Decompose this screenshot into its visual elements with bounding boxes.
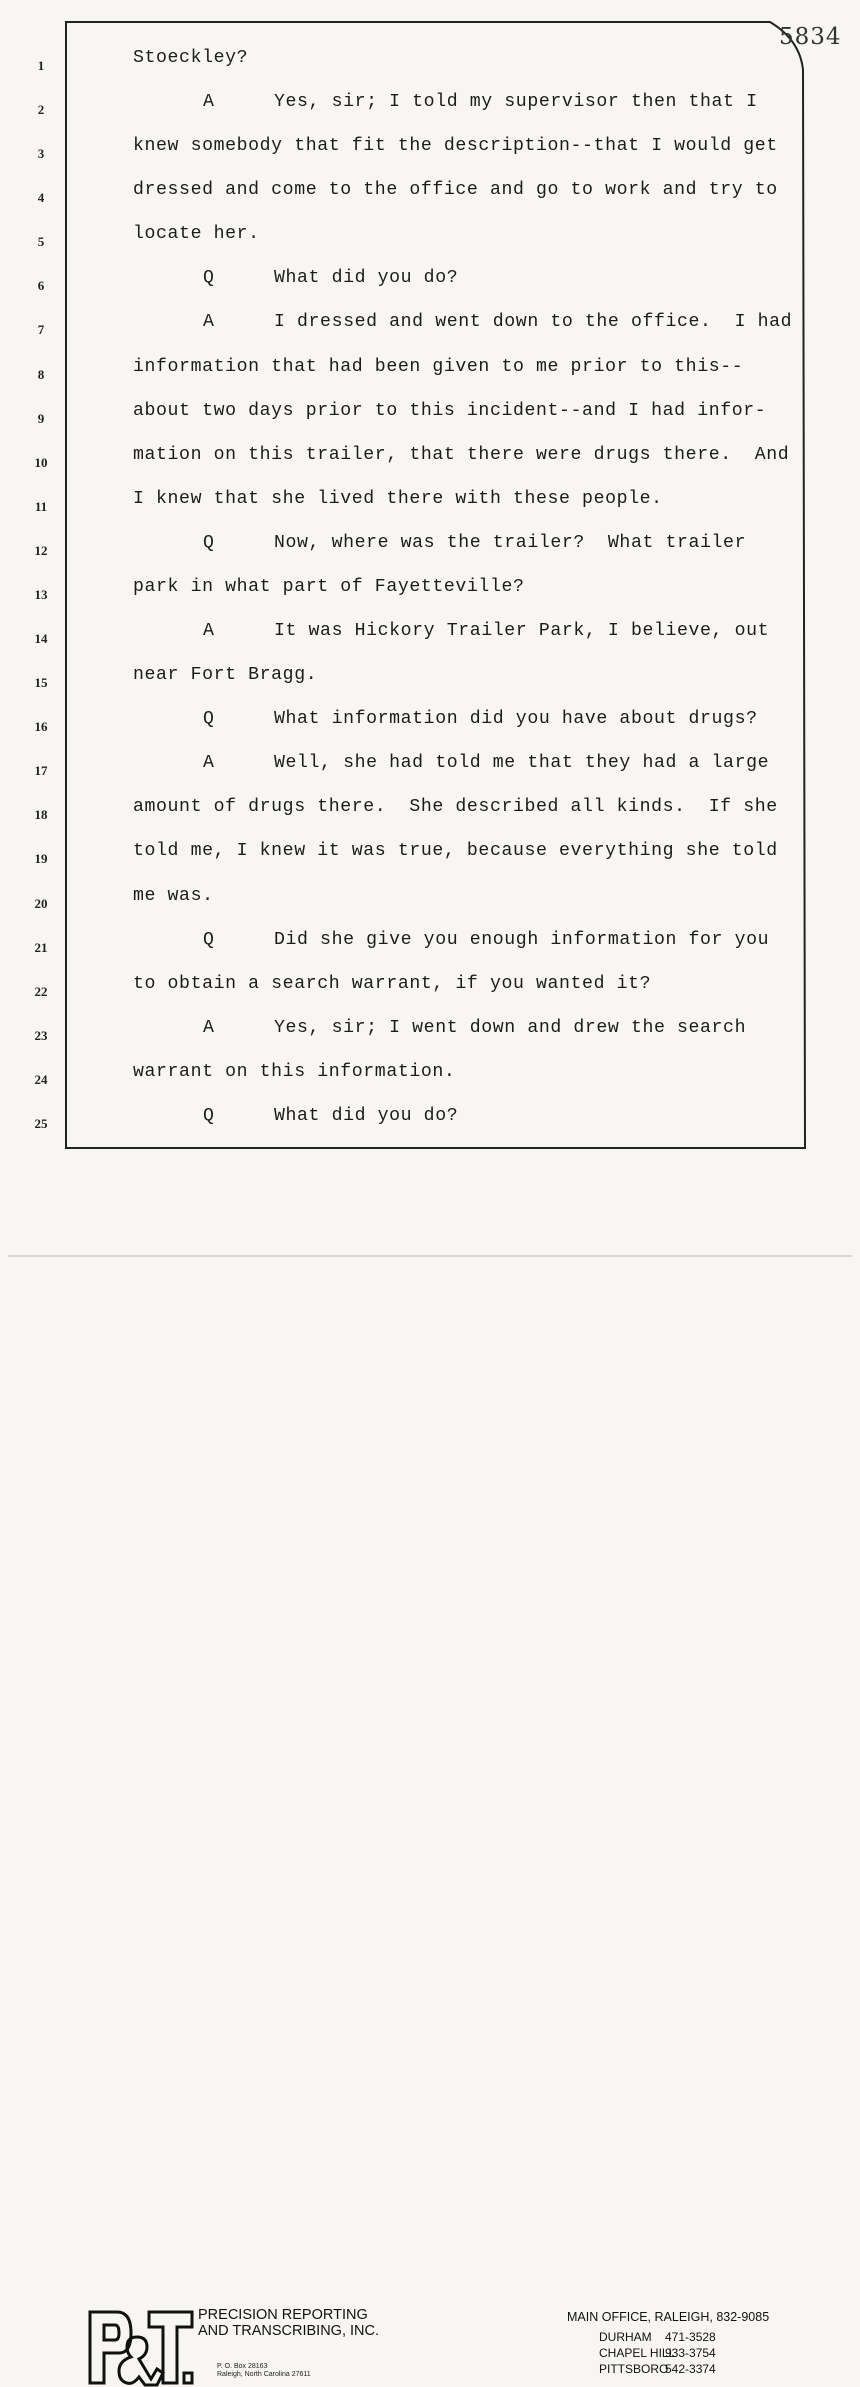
firm-address <box>217 2363 311 2379</box>
speaker-label: A <box>203 753 215 774</box>
transcript-line <box>0 665 860 709</box>
line-text: amount of drugs there. She described all kinds. If she <box>133 797 778 818</box>
line-number: 19 <box>34 851 48 867</box>
line-number: 12 <box>34 542 48 558</box>
line-number: 15 <box>34 675 48 691</box>
line-text: What did you do? <box>274 268 459 289</box>
speaker-label: Q <box>203 709 215 730</box>
speaker-label: Q <box>203 532 215 553</box>
line-text: What did you do? <box>274 1105 459 1126</box>
line-text: Did she give you enough information for you <box>274 929 770 950</box>
line-number: 14 <box>34 631 48 647</box>
line-text: dressed and come to the office and go to work and try to <box>133 180 778 201</box>
line-number: 25 <box>34 1115 48 1131</box>
line-number: 4 <box>37 190 45 206</box>
transcript-line <box>0 489 860 533</box>
transcript-line <box>0 136 860 180</box>
transcript-line <box>0 621 860 665</box>
office-list <box>567 2310 769 2378</box>
office-row <box>567 2346 769 2362</box>
speaker-label: Q <box>203 1105 215 1126</box>
line-text: about two days prior to this incident--and I had infor- <box>133 400 767 421</box>
line-text: near Fort Bragg. <box>133 665 318 686</box>
line-number: 24 <box>34 1071 48 1087</box>
line-number: 2 <box>37 102 45 118</box>
transcript-line <box>0 1018 860 1062</box>
line-text: information that had been given to me prior to this-- <box>133 356 744 377</box>
transcript-line <box>0 797 860 841</box>
line-number: 5 <box>37 234 45 250</box>
transcript-line <box>0 48 860 92</box>
line-text: Stoeckley? <box>133 48 249 68</box>
office-row <box>567 2362 769 2378</box>
firm-logo <box>87 2307 195 2387</box>
speaker-label: A <box>203 1017 215 1038</box>
office-phone: 471-3528 <box>665 2330 716 2344</box>
line-text: What information did you have about drugs? <box>274 709 758 730</box>
transcript-line <box>0 1062 860 1106</box>
transcript-line <box>0 92 860 136</box>
line-number: 11 <box>34 498 48 514</box>
line-text: It was Hickory Trailer Park, I believe, out <box>274 621 770 642</box>
line-number: 17 <box>34 763 48 779</box>
address-line2: Raleigh, North Carolina 27611 <box>217 2371 311 2378</box>
transcript-line <box>0 312 860 356</box>
office-city: PITTSBORO <box>599 2362 669 2376</box>
office-city: CHAPEL HILL <box>599 2346 676 2360</box>
line-number: 9 <box>37 410 45 426</box>
firm-name-line1: PRECISION REPORTING <box>198 2307 368 2323</box>
transcript-line <box>0 224 860 268</box>
line-number: 1 <box>37 58 45 73</box>
transcript-line <box>0 1106 860 1150</box>
transcript-line <box>0 709 860 753</box>
speaker-label: A <box>203 92 215 113</box>
speaker-label: Q <box>203 929 215 950</box>
transcript-line <box>0 401 860 445</box>
line-number: 18 <box>34 807 48 823</box>
line-number: 7 <box>37 322 45 338</box>
transcript-line <box>0 268 860 312</box>
line-text: Well, she had told me that they had a large <box>274 753 770 774</box>
transcript-line <box>0 841 860 885</box>
firm-name <box>198 2307 379 2339</box>
line-number: 8 <box>37 366 45 382</box>
line-text: locate her. <box>133 224 260 245</box>
line-number: 22 <box>34 983 48 999</box>
line-text: told me, I knew it was true, because everything she told <box>133 841 778 862</box>
main-office: MAIN OFFICE, RALEIGH, 832-9085 <box>567 2310 770 2324</box>
transcript-line <box>0 974 860 1018</box>
line-number: 13 <box>34 586 48 602</box>
firm-name-line2: AND TRANSCRIBING, INC. <box>198 2323 380 2339</box>
line-text: mation on this trailer, that there were drugs there. And <box>133 444 790 465</box>
speaker-label: A <box>203 621 215 642</box>
transcript-line <box>0 180 860 224</box>
line-text: me was. <box>133 885 214 906</box>
line-number: 16 <box>34 719 48 735</box>
line-text: knew somebody that fit the description--that I would get <box>133 136 778 157</box>
page-number: 5834 <box>779 24 842 50</box>
line-number: 6 <box>37 278 45 294</box>
address-line1: P. O. Box 28163 <box>217 2363 268 2370</box>
office-row <box>567 2330 769 2346</box>
speaker-label: A <box>203 312 215 333</box>
line-text: warrant on this information. <box>133 1061 456 1082</box>
transcript-line <box>0 577 860 621</box>
transcript-line <box>0 930 860 974</box>
transcript-line <box>0 753 860 797</box>
transcript-line <box>0 445 860 489</box>
transcript-line <box>0 357 860 401</box>
line-number: 10 <box>34 454 48 470</box>
transcript-line <box>0 533 860 577</box>
line-number: 3 <box>37 146 45 162</box>
footer <box>0 1150 860 2378</box>
transcript-line <box>0 886 860 930</box>
line-text: I dressed and went down to the office. I had <box>274 312 793 333</box>
office-phone: 542-3374 <box>665 2362 716 2376</box>
line-text: park in what part of Fayetteville? <box>133 576 525 597</box>
line-text: to obtain a search warrant, if you wanted it? <box>133 973 652 994</box>
speaker-label: Q <box>203 268 215 289</box>
line-text: Yes, sir; I went down and drew the search <box>274 1017 747 1038</box>
office-phone: 933-3754 <box>665 2346 716 2360</box>
line-text: Yes, sir; I told my supervisor then that I <box>274 92 758 113</box>
line-text: I knew that she lived there with these people. <box>133 488 663 509</box>
line-text: Now, where was the trailer? What trailer <box>274 532 747 553</box>
line-number: 21 <box>34 939 48 955</box>
line-number: 20 <box>34 895 48 911</box>
transcript-body <box>0 0 860 1150</box>
line-number: 23 <box>34 1027 48 1043</box>
office-city: DURHAM <box>599 2330 652 2344</box>
